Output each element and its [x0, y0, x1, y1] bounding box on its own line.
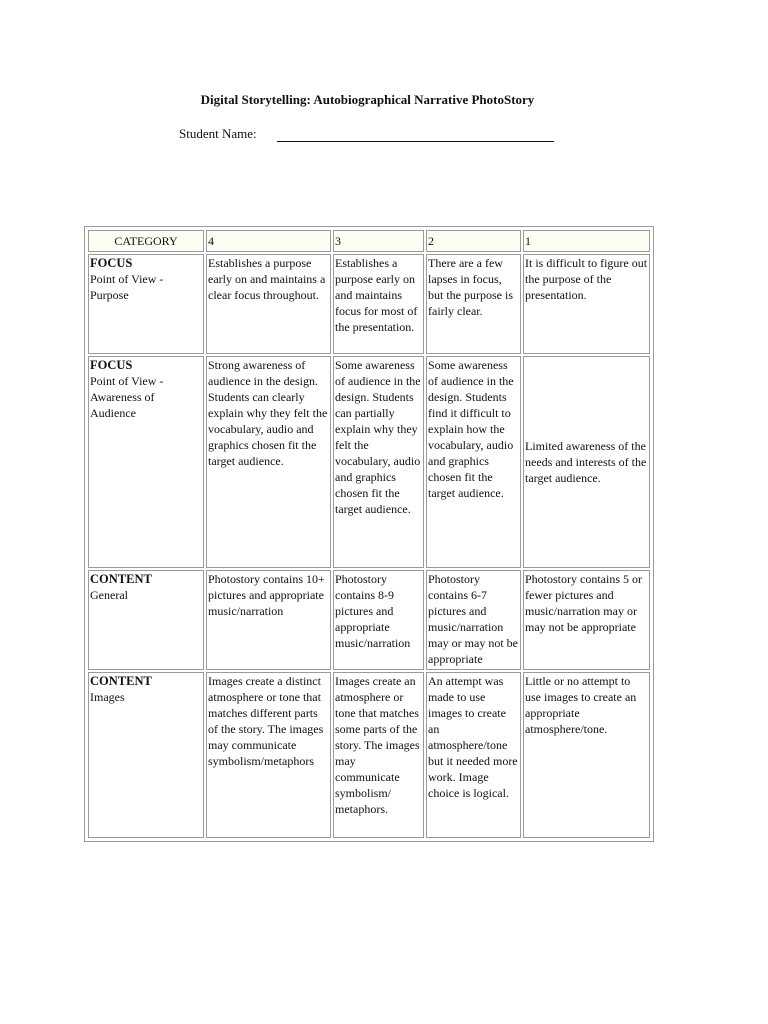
criterion-subtitle: General: [90, 588, 128, 602]
criterion-title: CONTENT: [90, 572, 152, 586]
criterion-cell: [88, 672, 204, 838]
score-1-cell: Little or no attempt to use images to create an appropriate atmosphere/tone.: [523, 672, 650, 838]
score-3-cell: Establishes a purpose early on and maintains focus for most of the presentation.: [333, 254, 424, 354]
rubric-row-focus-purpose: [88, 254, 650, 354]
header-score-3: 3: [333, 230, 424, 252]
criterion-cell: [88, 254, 204, 354]
criterion-subtitle: Point of View - Purpose: [90, 272, 164, 302]
student-name-row: [179, 126, 554, 142]
rubric-row-focus-audience: [88, 356, 650, 568]
criterion-title: CONTENT: [90, 674, 152, 688]
score-4-cell: Strong awareness of audience in the design. Students can clearly explain why they felt the vocabulary, audio and graphics chosen fit the target audience.: [206, 356, 331, 568]
score-2-cell: Photostory contains 6-7 pictures and music/narration may or may not be appropriate: [426, 570, 521, 670]
score-3-cell: Images create an atmosphere or tone that matches some parts of the story. The images may communicate symbolism/ metaphors.: [333, 672, 424, 838]
score-3-cell: Some awareness of audience in the design. Students can partially explain why they felt the vocabulary, audio and graphics chosen fit the target audience.: [333, 356, 424, 568]
header-category: CATEGORY: [88, 230, 204, 252]
document-title: Digital Storytelling: Autobiographical Narrative PhotoStory: [200, 92, 535, 107]
score-1-cell: Photostory contains 5 or fewer pictures and music/narration may or may not be appropriate: [523, 570, 650, 670]
rubric-row-content-general: [88, 570, 650, 670]
rubric-header-row: [88, 230, 650, 252]
rubric-row-content-images: [88, 672, 650, 838]
score-2-cell: There are a few lapses in focus, but the purpose is fairly clear.: [426, 254, 521, 354]
student-name-blank-line: [277, 128, 554, 142]
criterion-subtitle: Images: [90, 690, 125, 704]
criterion-cell: [88, 570, 204, 670]
score-1-cell: Limited awareness of the needs and interests of the target audience.: [523, 356, 650, 568]
criterion-cell: [88, 356, 204, 568]
score-2-cell: An attempt was made to use images to create an atmosphere/tone but it needed more work. Image choice is logical.: [426, 672, 521, 838]
rubric-table: [84, 226, 654, 842]
header-score-4: 4: [206, 230, 331, 252]
score-4-cell: Establishes a purpose early on and maintains a clear focus throughout.: [206, 254, 331, 354]
score-1-cell: It is difficult to figure out the purpose of the presentation.: [523, 254, 650, 354]
score-4-cell: Images create a distinct atmosphere or tone that matches different parts of the story. The images may communicate symbolism/metaphors: [206, 672, 331, 838]
criterion-title: FOCUS: [90, 256, 133, 270]
header-score-1: 1: [523, 230, 650, 252]
criterion-subtitle: Point of View - Awareness of Audience: [90, 374, 164, 420]
student-name-label: Student Name:: [179, 126, 257, 141]
score-3-cell: Photostory contains 8-9 pictures and appropriate music/narration: [333, 570, 424, 670]
criterion-title: FOCUS: [90, 358, 133, 372]
score-4-cell: Photostory contains 10+ pictures and appropriate music/narration: [206, 570, 331, 670]
header-score-2: 2: [426, 230, 521, 252]
score-2-cell: Some awareness of audience in the design. Students find it difficult to explain how the vocabulary, audio and graphics chosen fit the target audience.: [426, 356, 521, 568]
